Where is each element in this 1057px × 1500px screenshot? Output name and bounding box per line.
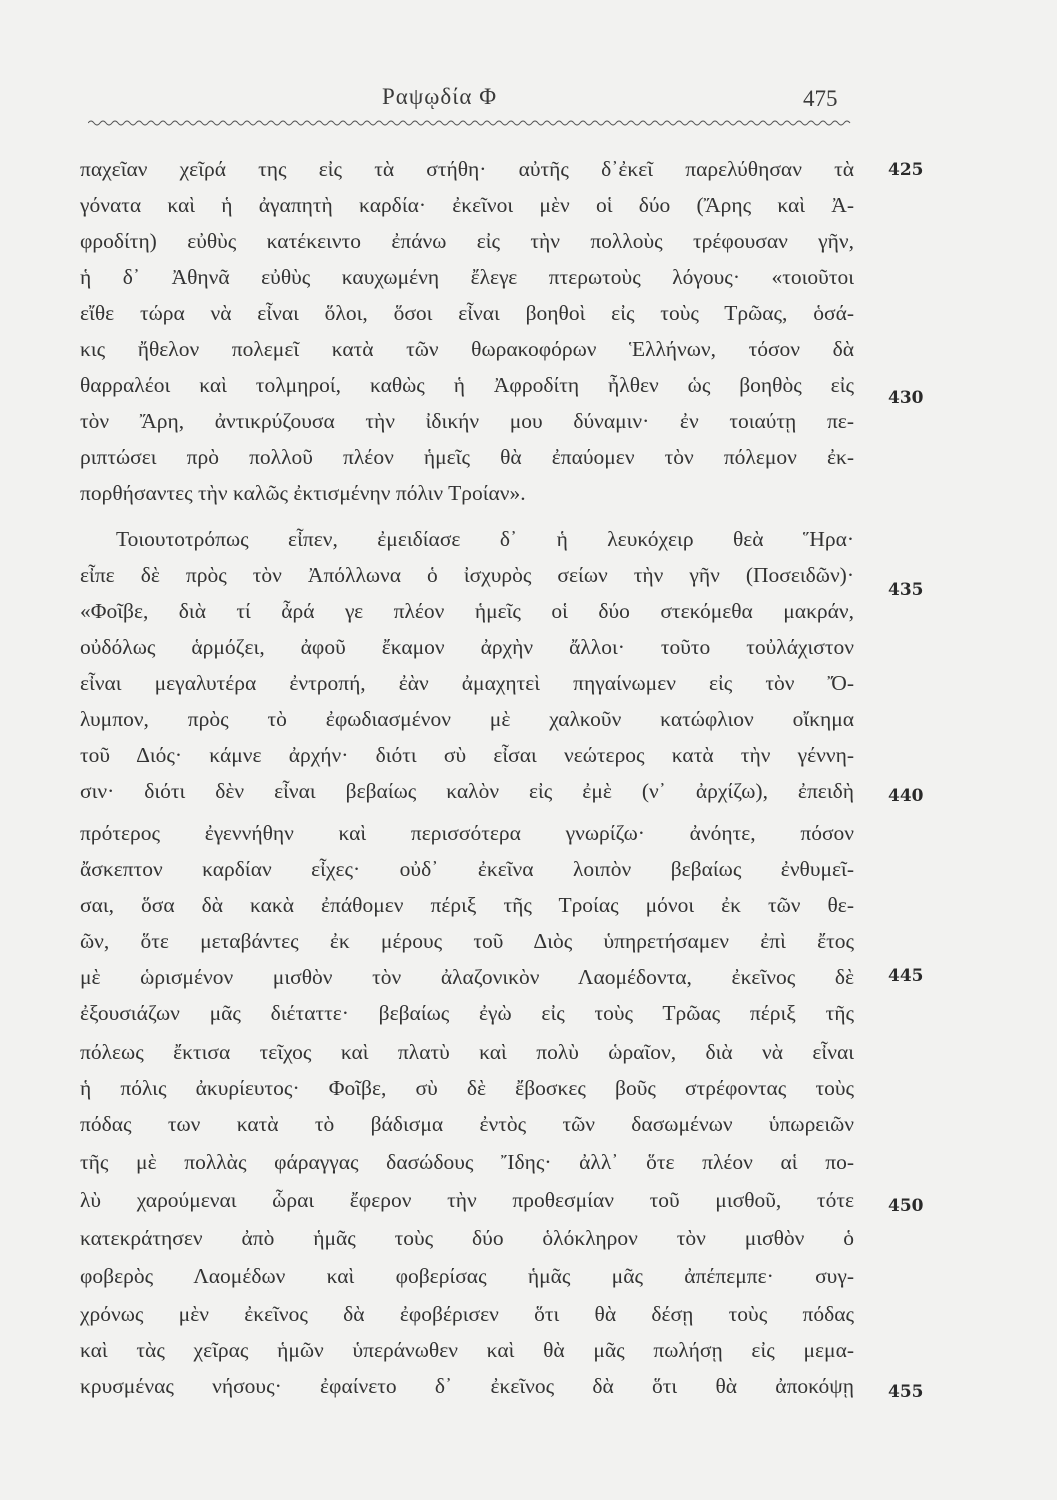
- text-line: μὲ ὡρισμένον μισθὸν τὸν ἀλαζονικὸν Λαομέδοντα, ἐκεῖνος δὲ: [80, 965, 854, 989]
- text-line: χρόνως μὲν ἐκεῖνος δὰ ἐφοβέρισεν ὅτι θὰ δέσῃ τοὺς πόδας: [80, 1302, 854, 1326]
- text-line: κρυσμένας νήσους· ἐφαίνετο δ᾽ ἐκεῖνος δὰ ὅτι θὰ ἀποκόψῃ: [80, 1374, 854, 1398]
- wavy-rule: [88, 119, 852, 127]
- text-line: τοῦ Διός· κάμνε ἀρχήν· διότι σὺ εἶσαι νεώτερος κατὰ τὴν γέννη-: [80, 743, 854, 767]
- text-line: λυμπον, πρὸς τὸ ἐφωδιασμένον μὲ χαλκοῦν κατώφλιον οἴκημα: [80, 707, 854, 731]
- text-line: καὶ τὰς χεῖρας ἡμῶν ὑπεράνωθεν καὶ θὰ μᾶς πωλήσῃ εἰς μεμα-: [80, 1338, 854, 1362]
- text-line: ἡ δ᾽ Ἀθηνᾶ εὐθὺς καυχωμένη ἔλεγε πτερωτοὺς λόγους· «τοιοῦτοι: [80, 265, 854, 289]
- text-line: σαι, ὅσα δὰ κακὰ ἐπάθομεν πέριξ τῆς Τροίας μόνοι ἐκ τῶν θε-: [80, 893, 854, 917]
- text-line: οὐδόλως ἁρμόζει, ἀφοῦ ἔκαμον ἀρχὴν ἄλλοι· τοῦτο τοὐλάχιστον: [80, 635, 854, 659]
- page-number: 475: [803, 86, 838, 111]
- text-line: φοβερὸς Λαομέδων καὶ φοβερίσας ἡμᾶς μᾶς ἀπέπεμπε· συγ-: [80, 1264, 854, 1288]
- text-line: τῆς μὲ πολλὰς φάραγγας δασώδους Ἴδης· ἀλλ᾽ ὅτε πλέον αἱ πο-: [80, 1150, 854, 1174]
- text-line: πορθήσαντες τὴν καλῶς ἐκτισμένην πόλιν Τροίαν».: [80, 481, 526, 505]
- text-line: εἴθε τώρα νὰ εἶναι ὅλοι, ὅσοι εἶναι βοηθοὶ εἰς τοὺς Τρῶας, ὁσά-: [80, 301, 854, 325]
- text-line: πόδας των κατὰ τὸ βάδισμα ἐντὸς τῶν δασωμένων ὑπωρειῶν: [80, 1112, 854, 1136]
- text-line: εἶναι μεγαλυτέρα ἐντροπή, ἐὰν ἀμαχητεὶ πηγαίνωμεν εἰς τὸν Ὄ-: [80, 671, 854, 695]
- verse-number: 440: [888, 786, 924, 806]
- running-head: [0, 84, 1057, 124]
- text-line: ἐξουσιάζων μᾶς διέταττε· βεβαίως ἐγὼ εἰς τοὺς Τρῶας πέριξ τῆς: [80, 1001, 854, 1025]
- text-line: «Φοῖβε, διὰ τί ἆρά γε πλέον ἡμεῖς οἱ δύο στεκόμεθα μακράν,: [80, 599, 854, 623]
- verse-number: 425: [888, 160, 924, 180]
- text-line: ῶν, ὅτε μεταβάντες ἐκ μέρους τοῦ Διὸς ὑπηρετήσαμεν ἐπὶ ἔτος: [80, 929, 854, 953]
- verse-number: 435: [888, 580, 924, 600]
- text-line: κις ἤθελον πολεμεῖ κατὰ τῶν θωρακοφόρων Ἑλλήνων, τόσον δὰ: [80, 337, 854, 361]
- text-line: τὸν Ἄρη, ἀντικρύζουσα τὴν ἰδικήν μου δύναμιν· ἐν τοιαύτῃ πε-: [80, 409, 854, 433]
- text-line: πρότερος ἐγεννήθην καὶ περισσότερα γνωρίζω· ἀνόητε, πόσον: [80, 821, 854, 845]
- text-line: πόλεως ἔκτισα τεῖχος καὶ πλατὺ καὶ πολὺ ὡραῖον, διὰ νὰ εἶναι: [80, 1040, 854, 1064]
- text-line: γόνατα καὶ ἡ ἀγαπητὴ καρδία· ἐκεῖνοι μὲν οἱ δύο (Ἄρης καὶ Ἀ-: [80, 193, 854, 217]
- text-line: ἡ πόλις ἀκυρίευτος· Φοῖβε, σὺ δὲ ἔβοσκες βοῦς στρέφοντας τοὺς: [80, 1076, 854, 1100]
- text-line: θαρραλέοι καὶ τολμηροί, καθὼς ἡ Ἀφροδίτη ἦλθεν ὡς βοηθὸς εἰς: [80, 373, 854, 397]
- text-line: λὺ χαρούμεναι ὧραι ἔφερον τὴν προθεσμίαν τοῦ μισθοῦ, τότε: [80, 1188, 854, 1212]
- verse-number: 455: [888, 1382, 924, 1402]
- text-line: εἶπε δὲ πρὸς τὸν Ἀπόλλωνα ὁ ἰσχυρὸς σείων τὴν γῆν (Ποσειδῶν)·: [80, 563, 854, 587]
- verse-number: 445: [888, 966, 924, 986]
- text-line: Τοιουτοτρόπως εἶπεν, ἐμειδίασε δ᾽ ἡ λευκόχειρ θεὰ Ἥρα·: [116, 527, 854, 551]
- chapter-title: Ραψῳδία Φ: [382, 84, 498, 109]
- text-line: παχεῖαν χεῖρά της εἰς τὰ στήθη· αὐτῆς δ᾽ἐκεῖ παρελύθησαν τὰ: [80, 157, 854, 181]
- verse-number: 430: [888, 388, 924, 408]
- text-line: ἄσκεπτον καρδίαν εἶχες· οὐδ᾽ ἐκεῖνα λοιπὸν βεβαίως ἐνθυμεῖ-: [80, 857, 854, 881]
- text-line: φροδίτη) εὐθὺς κατέκειντο ἐπάνω εἰς τὴν πολλοὺς τρέφουσαν γῆν,: [80, 229, 854, 253]
- text-line: ριπτώσει πρὸ πολλοῦ πλέον ἡμεῖς θὰ ἐπαύομεν τὸν πόλεμον ἐκ-: [80, 445, 854, 469]
- verse-number: 450: [888, 1196, 924, 1216]
- text-line: κατεκράτησεν ἀπὸ ἡμᾶς τοὺς δύο ὁλόκληρον τὸν μισθὸν ὁ: [80, 1226, 854, 1250]
- text-line: σιν· διότι δὲν εἶναι βεβαίως καλὸν εἰς ἐμὲ (ν᾽ ἀρχίζω), ἐπειδὴ: [80, 779, 854, 803]
